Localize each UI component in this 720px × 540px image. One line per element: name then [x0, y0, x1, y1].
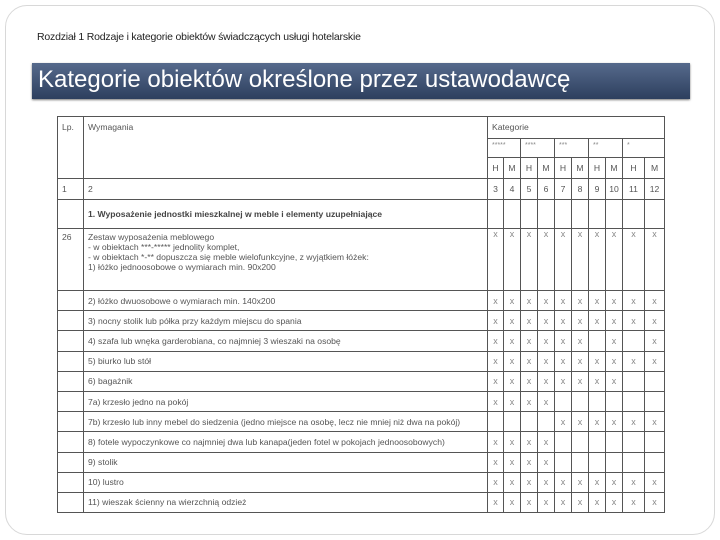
- mark-cell: [555, 452, 572, 472]
- mark-cell: x: [521, 371, 538, 391]
- table-row: [58, 432, 665, 452]
- mark-cell: x: [488, 432, 504, 452]
- mark-cell: x: [645, 229, 665, 291]
- row-requirement: 8) fotele wypoczynkowe co najmniej dwa lub kanapa(jeden fotel w pokojach jednoosobowych): [84, 432, 488, 452]
- mark-cell: x: [606, 331, 623, 351]
- star-category: *: [623, 139, 665, 158]
- table-row: [58, 291, 665, 311]
- mark-cell: [572, 432, 589, 452]
- empty-cell: [538, 200, 555, 229]
- row-requirement: 11) wieszak ścienny na wierzchnią odzież: [84, 492, 488, 512]
- star-category: ****: [521, 139, 555, 158]
- mark-cell: x: [606, 291, 623, 311]
- req-line: 1) łóżko jednoosobowe o wymiarach min. 90x200: [88, 262, 276, 272]
- mark-cell: x: [572, 291, 589, 311]
- mark-cell: x: [606, 371, 623, 391]
- mark-cell: x: [623, 412, 645, 432]
- mark-cell: x: [504, 311, 521, 331]
- table-row: [58, 371, 665, 391]
- empty-cell: [572, 200, 589, 229]
- mark-cell: x: [521, 291, 538, 311]
- mark-cell: x: [623, 351, 645, 371]
- mark-cell: x: [589, 472, 606, 492]
- row-lp: [58, 412, 84, 432]
- mark-cell: x: [623, 291, 645, 311]
- table-row: [58, 452, 665, 472]
- mark-cell: x: [538, 391, 555, 411]
- mark-cell: x: [538, 311, 555, 331]
- row-lp: [58, 351, 84, 371]
- column-number: 10: [606, 179, 623, 200]
- mark-cell: [589, 391, 606, 411]
- mark-cell: x: [488, 291, 504, 311]
- table-row: [58, 492, 665, 512]
- empty-cell: [589, 200, 606, 229]
- mark-cell: x: [521, 391, 538, 411]
- mark-cell: x: [623, 492, 645, 512]
- row-requirement: 7a) krzesło jedno na pokój: [84, 391, 488, 411]
- mark-cell: x: [521, 472, 538, 492]
- mark-cell: x: [521, 229, 538, 291]
- mark-cell: x: [504, 492, 521, 512]
- mark-cell: x: [606, 412, 623, 432]
- row-requirement: 10) lustro: [84, 472, 488, 492]
- mark-cell: x: [555, 331, 572, 351]
- row-lp: [58, 432, 84, 452]
- mark-cell: x: [555, 291, 572, 311]
- mark-cell: x: [645, 311, 665, 331]
- mark-cell: x: [645, 291, 665, 311]
- mark-cell: x: [572, 412, 589, 432]
- column-number: 1: [58, 179, 84, 200]
- mark-cell: x: [572, 492, 589, 512]
- star-category: **: [589, 139, 623, 158]
- column-number: 7: [555, 179, 572, 200]
- mark-cell: x: [521, 432, 538, 452]
- mark-cell: x: [589, 371, 606, 391]
- mark-cell: x: [504, 432, 521, 452]
- row-requirement: [84, 229, 488, 291]
- section-heading: 1. Wyposażenie jednostki mieszkalnej w meble i elementy uzupełniające: [84, 200, 488, 229]
- mark-cell: x: [589, 311, 606, 331]
- hm-header: M: [504, 158, 521, 179]
- mark-cell: x: [606, 351, 623, 371]
- mark-cell: [645, 452, 665, 472]
- mark-cell: [623, 391, 645, 411]
- req-line: - w obiektach *-** dopuszcza się meble wielofunkcyjne, z wyjątkiem łóżek:: [88, 252, 369, 262]
- mark-cell: [645, 432, 665, 452]
- mark-cell: x: [521, 492, 538, 512]
- hm-header: H: [589, 158, 606, 179]
- mark-cell: x: [645, 492, 665, 512]
- mark-cell: [572, 452, 589, 472]
- empty-cell: [555, 200, 572, 229]
- row-requirement: 6) bagażnik: [84, 371, 488, 391]
- mark-cell: x: [504, 391, 521, 411]
- chapter-subtitle: Rozdział 1 Rodzaje i kategorie obiektów świadczących usługi hotelarskie: [37, 31, 361, 43]
- mark-cell: x: [606, 472, 623, 492]
- mark-cell: [572, 391, 589, 411]
- mark-cell: [623, 452, 645, 472]
- mark-cell: [521, 412, 538, 432]
- column-number: 11: [623, 179, 645, 200]
- mark-cell: x: [488, 452, 504, 472]
- mark-cell: x: [538, 492, 555, 512]
- mark-cell: x: [645, 412, 665, 432]
- mark-cell: [606, 452, 623, 472]
- req-line: Zestaw wyposażenia meblowego: [88, 232, 215, 242]
- table-row: [58, 331, 665, 351]
- empty-cell: [488, 200, 504, 229]
- mark-cell: x: [504, 229, 521, 291]
- empty-cell: [645, 200, 665, 229]
- hm-header: H: [555, 158, 572, 179]
- empty-cell: [504, 200, 521, 229]
- mark-cell: [606, 391, 623, 411]
- mark-cell: x: [555, 472, 572, 492]
- categories-table: [57, 116, 665, 513]
- mark-cell: x: [589, 412, 606, 432]
- mark-cell: x: [623, 229, 645, 291]
- mark-cell: x: [572, 311, 589, 331]
- mark-cell: x: [504, 452, 521, 472]
- mark-cell: [645, 371, 665, 391]
- table-row: [58, 391, 665, 411]
- mark-cell: x: [488, 391, 504, 411]
- mark-cell: x: [521, 331, 538, 351]
- hm-header: M: [645, 158, 665, 179]
- mark-cell: x: [606, 229, 623, 291]
- header-requirements: Wymagania: [84, 117, 488, 179]
- mark-cell: x: [521, 311, 538, 331]
- mark-cell: x: [623, 472, 645, 492]
- hm-header: M: [606, 158, 623, 179]
- mark-cell: x: [488, 371, 504, 391]
- hm-header: H: [488, 158, 504, 179]
- mark-cell: [623, 432, 645, 452]
- req-line: - w obiektach ***-***** jednolity komplet,: [88, 242, 240, 252]
- row-lp: [58, 331, 84, 351]
- mark-cell: x: [488, 331, 504, 351]
- mark-cell: x: [606, 492, 623, 512]
- hm-header: H: [521, 158, 538, 179]
- mark-cell: x: [488, 492, 504, 512]
- column-number: 9: [589, 179, 606, 200]
- section-lp: [58, 200, 84, 229]
- title-bar: [32, 63, 690, 99]
- row-lp: 26: [58, 229, 84, 291]
- column-number: 5: [521, 179, 538, 200]
- mark-cell: [555, 432, 572, 452]
- row-requirement: 2) łóżko dwuosobowe o wymiarach min. 140x200: [84, 291, 488, 311]
- mark-cell: x: [555, 311, 572, 331]
- empty-cell: [606, 200, 623, 229]
- mark-cell: x: [645, 472, 665, 492]
- mark-cell: x: [606, 311, 623, 331]
- mark-cell: x: [538, 351, 555, 371]
- mark-cell: x: [555, 492, 572, 512]
- mark-cell: [589, 452, 606, 472]
- mark-cell: x: [538, 371, 555, 391]
- mark-cell: [504, 412, 521, 432]
- mark-cell: [488, 412, 504, 432]
- row-requirement: 9) stolik: [84, 452, 488, 472]
- mark-cell: x: [488, 229, 504, 291]
- mark-cell: x: [555, 229, 572, 291]
- row-requirement: 3) nocny stolik lub półka przy każdym miejscu do spania: [84, 311, 488, 331]
- mark-cell: [538, 412, 555, 432]
- table-row: [58, 311, 665, 331]
- column-number: 12: [645, 179, 665, 200]
- hm-header: H: [623, 158, 645, 179]
- mark-cell: [623, 371, 645, 391]
- mark-cell: x: [488, 472, 504, 492]
- mark-cell: x: [538, 291, 555, 311]
- mark-cell: [589, 331, 606, 351]
- mark-cell: x: [572, 331, 589, 351]
- mark-cell: [606, 432, 623, 452]
- mark-cell: x: [572, 472, 589, 492]
- row-lp: [58, 311, 84, 331]
- row-requirement: 5) biurko lub stół: [84, 351, 488, 371]
- mark-cell: x: [538, 472, 555, 492]
- mark-cell: x: [572, 371, 589, 391]
- mark-cell: x: [589, 492, 606, 512]
- header-lp: Lp.: [58, 117, 84, 179]
- mark-cell: x: [623, 311, 645, 331]
- mark-cell: x: [538, 452, 555, 472]
- mark-cell: x: [589, 291, 606, 311]
- mark-cell: x: [504, 351, 521, 371]
- row-requirement: 7b) krzesło lub inny mebel do siedzenia (jedno miejsce na osobę, lecz nie mniej niż dwa na pokój): [84, 412, 488, 432]
- column-number: 3: [488, 179, 504, 200]
- column-number: 6: [538, 179, 555, 200]
- mark-cell: x: [504, 331, 521, 351]
- mark-cell: x: [572, 229, 589, 291]
- hm-header: M: [572, 158, 589, 179]
- mark-cell: [589, 432, 606, 452]
- row-requirement: 4) szafa lub wnęka garderobiana, co najmniej 3 wieszaki na osobę: [84, 331, 488, 351]
- mark-cell: [623, 331, 645, 351]
- mark-cell: [555, 391, 572, 411]
- row-lp: [58, 492, 84, 512]
- row-lp: [58, 391, 84, 411]
- mark-cell: x: [538, 432, 555, 452]
- mark-cell: x: [504, 371, 521, 391]
- table-row: [58, 351, 665, 371]
- mark-cell: x: [645, 331, 665, 351]
- mark-cell: x: [589, 351, 606, 371]
- star-category: ***: [555, 139, 589, 158]
- mark-cell: x: [488, 351, 504, 371]
- table-row: [58, 472, 665, 492]
- header-categories: Kategorie: [488, 117, 665, 139]
- mark-cell: x: [521, 351, 538, 371]
- mark-cell: x: [555, 371, 572, 391]
- table-row: [58, 412, 665, 432]
- empty-cell: [521, 200, 538, 229]
- mark-cell: x: [488, 311, 504, 331]
- row-lp: [58, 291, 84, 311]
- mark-cell: x: [555, 351, 572, 371]
- mark-cell: x: [538, 331, 555, 351]
- mark-cell: x: [589, 229, 606, 291]
- row-lp: [58, 371, 84, 391]
- row-lp: [58, 452, 84, 472]
- mark-cell: [645, 391, 665, 411]
- mark-cell: x: [521, 452, 538, 472]
- mark-cell: x: [645, 351, 665, 371]
- mark-cell: x: [504, 472, 521, 492]
- mark-cell: x: [504, 291, 521, 311]
- slide-title: Kategorie obiektów określone przez ustawodawcę: [38, 66, 571, 93]
- column-number: 4: [504, 179, 521, 200]
- mark-cell: x: [572, 351, 589, 371]
- column-number: 2: [84, 179, 488, 200]
- row-lp: [58, 472, 84, 492]
- mark-cell: x: [538, 229, 555, 291]
- hm-header: M: [538, 158, 555, 179]
- star-category: *****: [488, 139, 521, 158]
- column-number: 8: [572, 179, 589, 200]
- empty-cell: [623, 200, 645, 229]
- mark-cell: x: [555, 412, 572, 432]
